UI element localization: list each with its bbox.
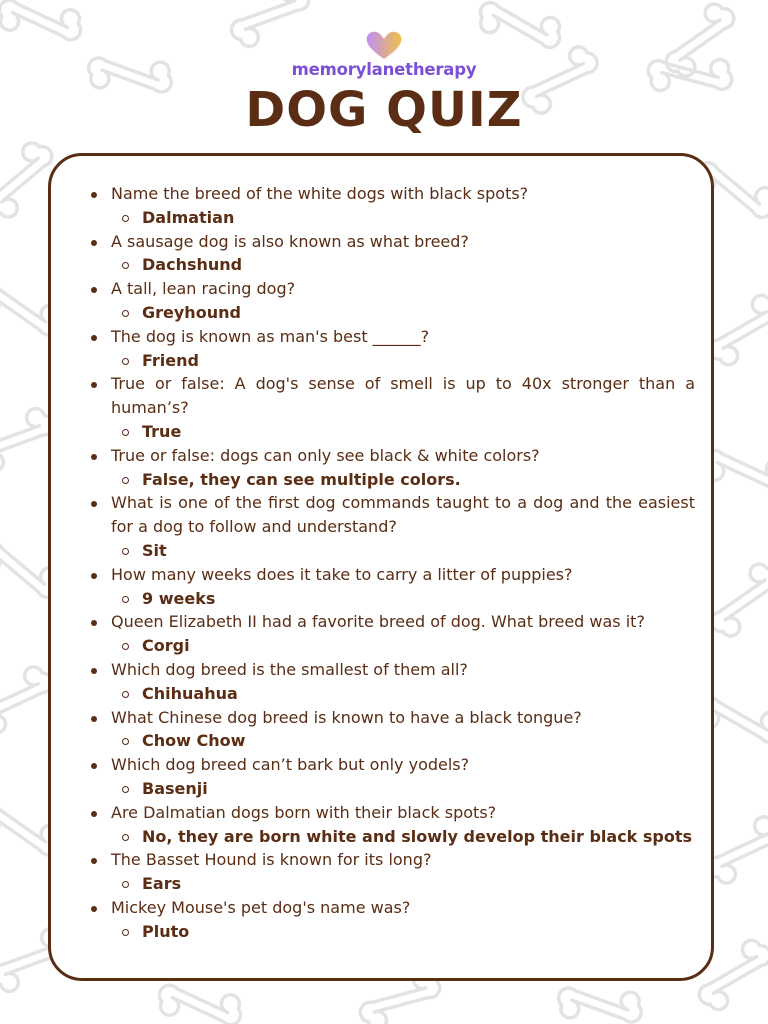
circle-bullet-icon bbox=[122, 691, 129, 698]
answer-text: Chihuahua bbox=[111, 682, 695, 706]
quiz-item bbox=[111, 610, 695, 658]
bullet-icon bbox=[91, 192, 97, 198]
bullet-icon bbox=[91, 501, 97, 507]
quiz-item bbox=[111, 753, 695, 801]
bullet-icon bbox=[91, 240, 97, 246]
answer-text: Pluto bbox=[111, 920, 695, 944]
heart-icon bbox=[363, 28, 405, 62]
question-text: Mickey Mouse's pet dog's name was? bbox=[111, 896, 695, 920]
answer-text: Corgi bbox=[111, 634, 695, 658]
quiz-item bbox=[111, 491, 695, 562]
bullet-icon bbox=[91, 716, 97, 722]
quiz-item bbox=[111, 444, 695, 492]
bullet-icon bbox=[91, 906, 97, 912]
question-text: True or false: dogs can only see black & white colors? bbox=[111, 444, 695, 468]
question-text: A sausage dog is also known as what breed? bbox=[111, 230, 695, 254]
brand-header bbox=[0, 28, 768, 79]
quiz-item bbox=[111, 658, 695, 706]
answer-text: Greyhound bbox=[111, 301, 695, 325]
question-text: Are Dalmatian dogs born with their black spots? bbox=[111, 801, 695, 825]
bullet-icon bbox=[91, 763, 97, 769]
question-text: Queen Elizabeth II had a favorite breed of dog. What breed was it? bbox=[111, 610, 695, 634]
page-title: DOG QUIZ bbox=[245, 82, 523, 138]
answer-text: Dalmatian bbox=[111, 206, 695, 230]
circle-bullet-icon bbox=[122, 786, 129, 793]
answer-text: Ears bbox=[111, 872, 695, 896]
answer-text: No, they are born white and slowly develop their black spots bbox=[111, 825, 695, 849]
circle-bullet-icon bbox=[122, 643, 129, 650]
quiz-item bbox=[111, 325, 695, 373]
question-text: A tall, lean racing dog? bbox=[111, 277, 695, 301]
bullet-icon bbox=[91, 382, 97, 388]
question-text: What Chinese dog breed is known to have a black tongue? bbox=[111, 706, 695, 730]
quiz-item bbox=[111, 706, 695, 754]
quiz-item bbox=[111, 801, 695, 849]
bullet-icon bbox=[91, 858, 97, 864]
circle-bullet-icon bbox=[122, 548, 129, 555]
question-text: The Basset Hound is known for its long? bbox=[111, 848, 695, 872]
circle-bullet-icon bbox=[122, 358, 129, 365]
circle-bullet-icon bbox=[122, 429, 129, 436]
circle-bullet-icon bbox=[122, 215, 129, 222]
answer-text: True bbox=[111, 420, 695, 444]
answer-text: Sit bbox=[111, 539, 695, 563]
quiz-item bbox=[111, 896, 695, 944]
bullet-icon bbox=[91, 668, 97, 674]
circle-bullet-icon bbox=[122, 929, 129, 936]
bullet-icon bbox=[91, 335, 97, 341]
question-text: True or false: A dog's sense of smell is up to 40x stronger than a human’s? bbox=[111, 372, 695, 420]
circle-bullet-icon bbox=[122, 881, 129, 888]
question-text: Name the breed of the white dogs with black spots? bbox=[111, 182, 695, 206]
quiz-card bbox=[48, 153, 714, 981]
circle-bullet-icon bbox=[122, 834, 129, 841]
quiz-item bbox=[111, 230, 695, 278]
question-text: Which dog breed can’t bark but only yodels? bbox=[111, 753, 695, 777]
answer-text: Basenji bbox=[111, 777, 695, 801]
circle-bullet-icon bbox=[122, 738, 129, 745]
quiz-item bbox=[111, 372, 695, 443]
quiz-item bbox=[111, 277, 695, 325]
circle-bullet-icon bbox=[122, 310, 129, 317]
answer-text: 9 weeks bbox=[111, 587, 695, 611]
quiz-item bbox=[111, 182, 695, 230]
bullet-icon bbox=[91, 454, 97, 460]
bullet-icon bbox=[91, 573, 97, 579]
answer-text: False, they can see multiple colors. bbox=[111, 468, 695, 492]
bullet-icon bbox=[91, 287, 97, 293]
question-text: What is one of the first dog commands taught to a dog and the easiest for a dog to follow and understand? bbox=[111, 491, 695, 539]
quiz-list bbox=[111, 182, 695, 944]
question-text: How many weeks does it take to carry a litter of puppies? bbox=[111, 563, 695, 587]
quiz-item bbox=[111, 563, 695, 611]
answer-text: Chow Chow bbox=[111, 729, 695, 753]
quiz-item bbox=[111, 848, 695, 896]
circle-bullet-icon bbox=[122, 596, 129, 603]
question-text: The dog is known as man's best ______? bbox=[111, 325, 695, 349]
bullet-icon bbox=[91, 620, 97, 626]
answer-text: Friend bbox=[111, 349, 695, 373]
bullet-icon bbox=[91, 811, 97, 817]
circle-bullet-icon bbox=[122, 477, 129, 484]
answer-text: Dachshund bbox=[111, 253, 695, 277]
question-text: Which dog breed is the smallest of them all? bbox=[111, 658, 695, 682]
circle-bullet-icon bbox=[122, 262, 129, 269]
brand-name: memorylanetherapy bbox=[291, 60, 477, 79]
